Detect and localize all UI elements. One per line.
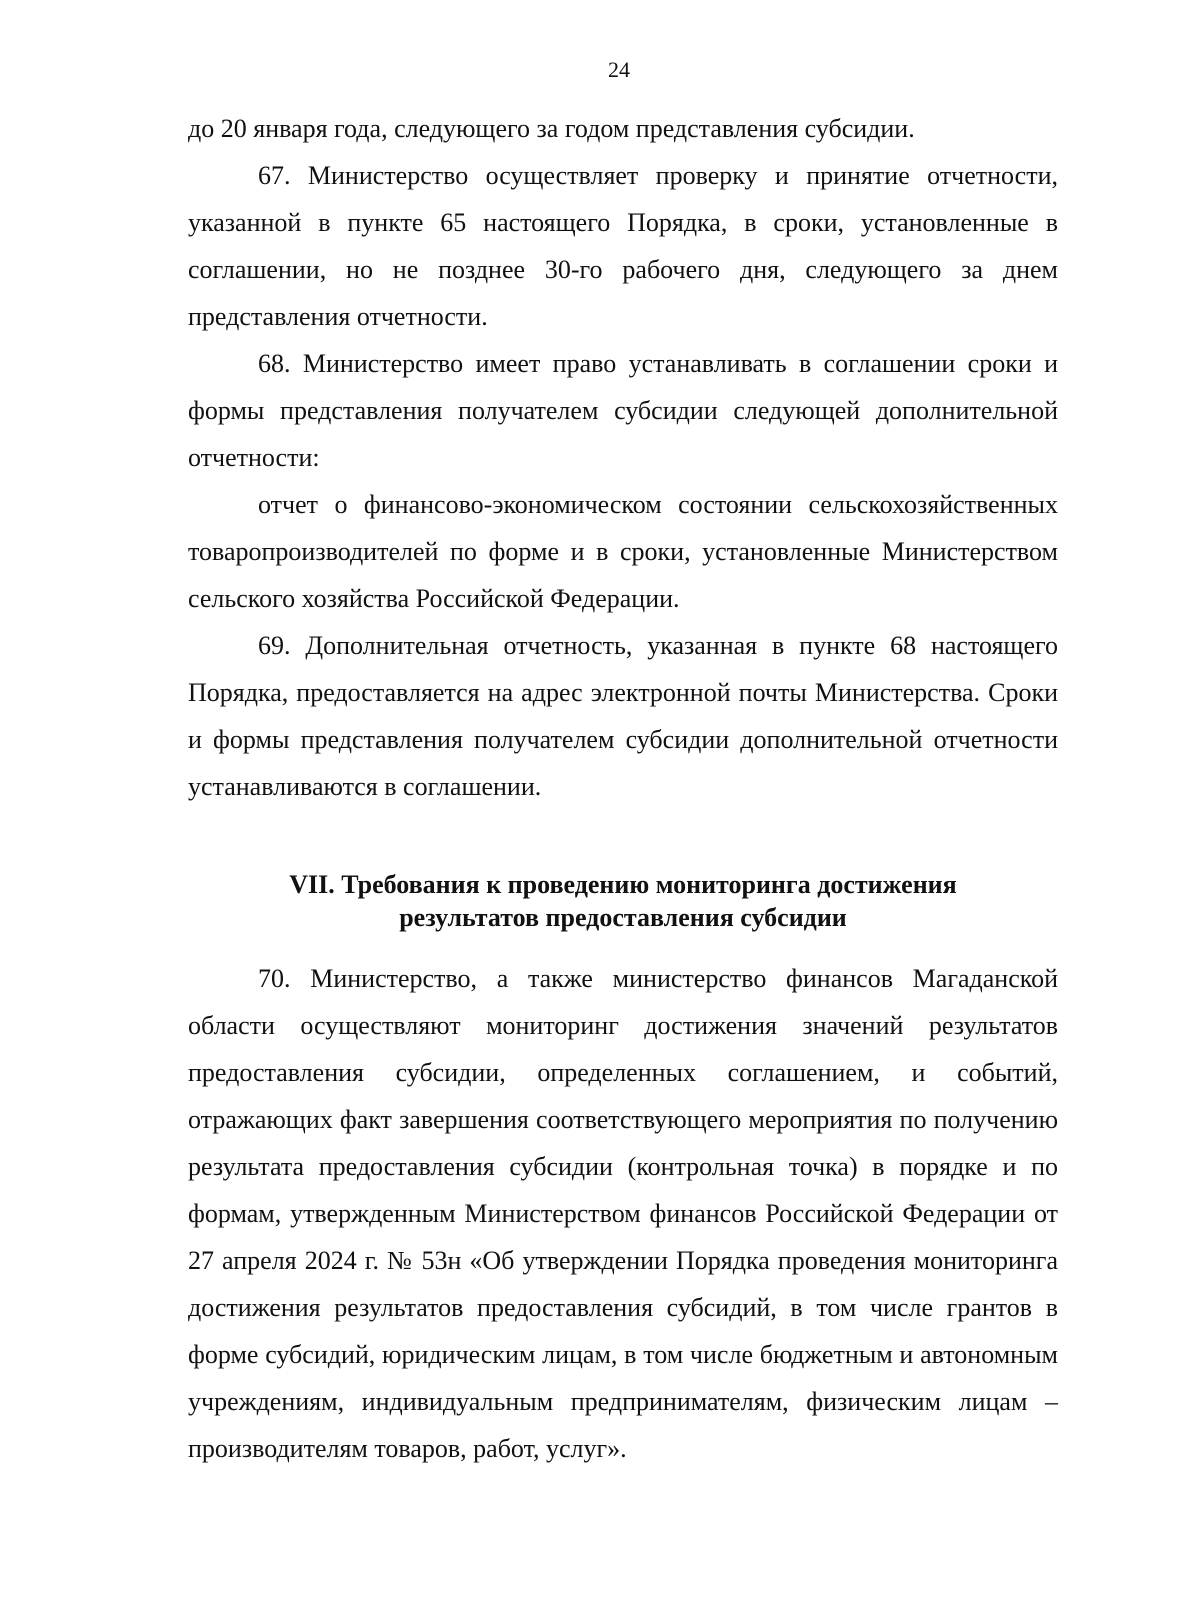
document-body-lower <box>188 955 1058 1472</box>
paragraph-68: 68. Министерство имеет право устанавливать в соглашении сроки и формы представления получателем субсидии следующей дополнительной отчетности: <box>188 349 1058 472</box>
page-number: 24 <box>608 57 630 82</box>
paragraph-continuation: до 20 января года, следующего за годом представления субсидии. <box>188 114 915 143</box>
paragraph-67: 67. Министерство осуществляет проверку и принятие отчетности, указанной в пункте 65 настоящего Порядка, в сроки, установленные в соглашении, но не позднее 30-го рабочего дня, следующего за днем представления отчетности. <box>188 161 1058 331</box>
paragraph-70: 70. Министерство, а также министерство финансов Магаданской области осуществляют мониторинг достижения значений результатов предоставления субсидии, определенных соглашением, и событий, отражающих факт завершения соответствующего мероприятия по получению результата предоставления субсидии (контрольная точка) в порядке и по формам, утвержденным Министерством финансов Российской Федерации от 27 апреля 2024 г. № 53н «Об утверждении Порядка проведения мониторинга достижения результатов предоставления субсидий, в том числе грантов в форме субсидий, юридическим лицам, в том числе бюджетным и автономным учреждениям, индивидуальным предпринимателям, физическим лицам – производителям товаров, работ, услуг». <box>188 964 1058 1463</box>
paragraph-69: 69. Дополнительная отчетность, указанная в пункте 68 настоящего Порядка, предоставляется на адрес электронной почты Министерства. Сроки и формы представления получателем субсидии дополнительной отчетности устанавливаются в соглашении. <box>188 631 1058 801</box>
section-heading-line-1: VII. Требования к проведению мониторинга достижения <box>289 870 957 899</box>
section-heading-line-2: результатов предоставления субсидии <box>399 903 847 932</box>
paragraph-68-item: отчет о финансово-экономическом состоянии сельскохозяйственных товаропроизводителей по форме и в сроки, установленные Министерством сельского хозяйства Российской Федерации. <box>188 490 1058 613</box>
section-heading <box>188 868 1058 934</box>
document-body-upper <box>188 105 1058 810</box>
